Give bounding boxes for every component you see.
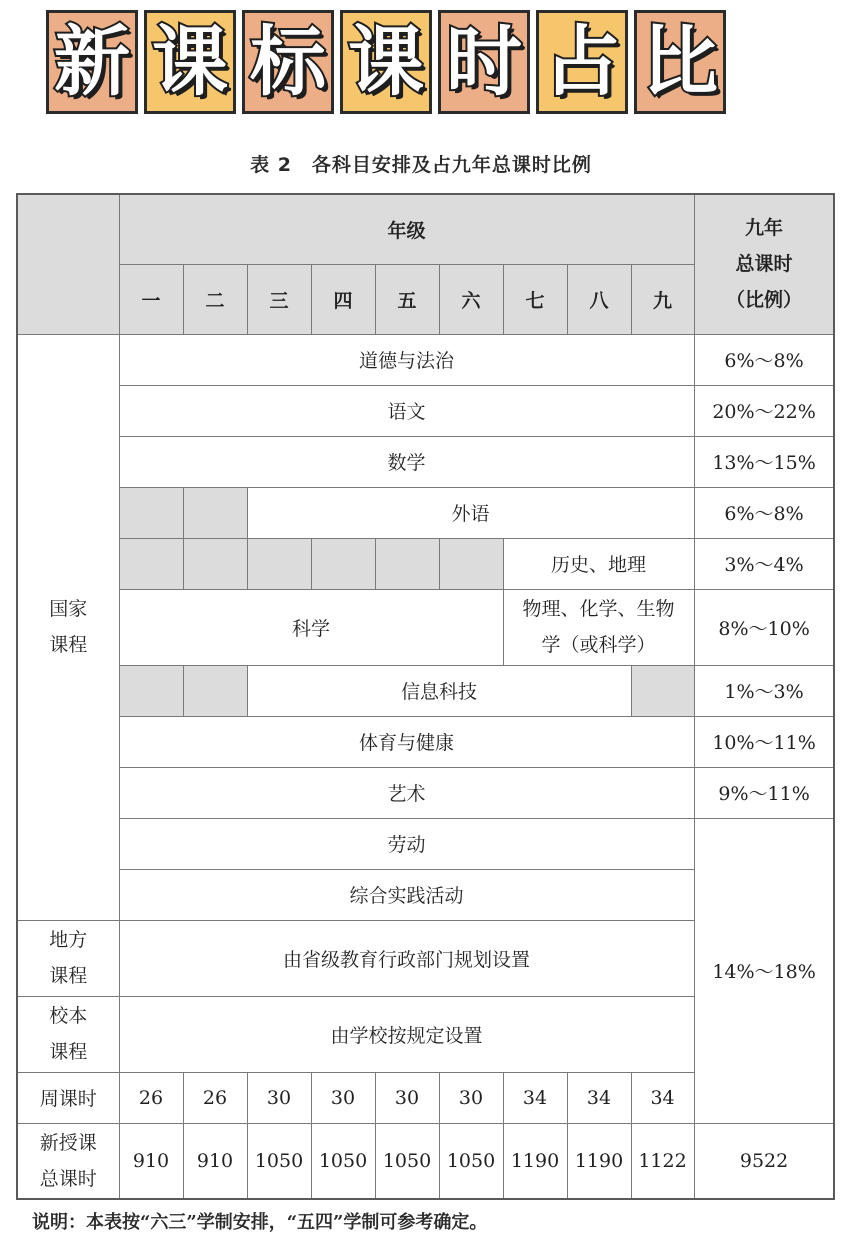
new-total-cell: 1122 xyxy=(631,1123,694,1199)
grade-header: 年级 xyxy=(119,194,694,264)
banner-tile xyxy=(634,10,726,114)
new-total-label xyxy=(17,1123,119,1199)
ratio-history-geography: 3%～4% xyxy=(694,538,834,589)
empty-cell xyxy=(119,487,183,538)
table-caption: 表 2 各科目安排及占九年总课时比例 xyxy=(250,154,592,176)
banner-tile xyxy=(144,10,236,114)
weekly-hours-label: 周课时 xyxy=(17,1072,119,1123)
new-total-cell: 910 xyxy=(119,1123,183,1199)
subject-morality: 道德与法治 xyxy=(119,334,694,385)
total-header-line1: 九年 xyxy=(745,217,784,240)
local-course-text: 由省级教育行政部门规划设置 xyxy=(119,920,694,996)
empty-cell xyxy=(183,538,247,589)
new-total-cell: 1050 xyxy=(311,1123,375,1199)
new-total-cell: 910 xyxy=(183,1123,247,1199)
weekly-hours-cell: 30 xyxy=(311,1072,375,1123)
subject-chinese: 语文 xyxy=(119,385,694,436)
new-total-cell: 1190 xyxy=(567,1123,631,1199)
subject-it: 信息科技 xyxy=(247,665,631,716)
national-label-line1: 国家 xyxy=(49,598,88,620)
subject-science-secondary xyxy=(503,589,694,665)
ratio-chinese: 20%～22% xyxy=(694,385,834,436)
empty-cell xyxy=(247,538,311,589)
ratio-science: 8%～10% xyxy=(694,589,834,665)
title-banner xyxy=(46,10,726,114)
new-total-sum: 9522 xyxy=(694,1123,834,1199)
banner-tile xyxy=(340,10,432,114)
banner-tile xyxy=(536,10,628,114)
grade-cell: 七 xyxy=(503,264,567,334)
banner-char: 课 xyxy=(152,17,228,106)
new-total-cell: 1050 xyxy=(247,1123,311,1199)
new-total-cell: 1190 xyxy=(503,1123,567,1199)
grade-cell: 三 xyxy=(247,264,311,334)
empty-cell xyxy=(631,665,694,716)
local-course-label xyxy=(17,920,119,996)
weekly-hours-cell: 26 xyxy=(183,1072,247,1123)
banner-char: 新 xyxy=(54,17,130,106)
weekly-hours-cell: 34 xyxy=(567,1072,631,1123)
subject-practice: 综合实践活动 xyxy=(119,869,694,920)
weekly-hours-cell: 26 xyxy=(119,1072,183,1123)
subject-science-primary: 科学 xyxy=(119,589,503,665)
subject-labor: 劳动 xyxy=(119,818,694,869)
local-label-line2: 课程 xyxy=(49,965,88,987)
empty-cell xyxy=(439,538,503,589)
total-header-line3: （比例） xyxy=(726,289,803,312)
footnote: 说明：本表按“六三”学制安排，“五四”学制可参考确定。 xyxy=(32,1212,488,1233)
banner-tile xyxy=(438,10,530,114)
new-total-cell: 1050 xyxy=(375,1123,439,1199)
new-total-label-line2: 总课时 xyxy=(39,1167,97,1190)
grade-cell: 八 xyxy=(567,264,631,334)
school-course-label xyxy=(17,996,119,1072)
banner-char: 时 xyxy=(446,17,522,106)
banner-char: 比 xyxy=(642,17,718,106)
total-header-line2: 总课时 xyxy=(735,253,793,276)
school-label-line1: 校本 xyxy=(49,1005,88,1027)
weekly-hours-cell: 30 xyxy=(247,1072,311,1123)
weekly-hours-cell: 34 xyxy=(503,1072,567,1123)
banner-tile xyxy=(242,10,334,114)
curriculum-table xyxy=(16,193,835,1200)
national-label-line2: 课程 xyxy=(49,634,88,656)
new-total-label-line1: 新授课 xyxy=(39,1131,97,1154)
empty-cell xyxy=(183,665,247,716)
grade-cell: 二 xyxy=(183,264,247,334)
ratio-pe: 10%～11% xyxy=(694,716,834,767)
subject-history-geography: 历史、地理 xyxy=(503,538,694,589)
ratio-it: 1%～3% xyxy=(694,665,834,716)
school-course-text: 由学校按规定设置 xyxy=(119,996,694,1072)
weekly-hours-cell: 30 xyxy=(375,1072,439,1123)
banner-tile xyxy=(46,10,138,114)
subject-pe: 体育与健康 xyxy=(119,716,694,767)
science-secondary-line2: 学（或科学） xyxy=(541,634,656,656)
empty-cell xyxy=(375,538,439,589)
empty-cell xyxy=(119,538,183,589)
subject-arts: 艺术 xyxy=(119,767,694,818)
grade-cell: 四 xyxy=(311,264,375,334)
banner-char: 课 xyxy=(348,17,424,106)
empty-cell xyxy=(311,538,375,589)
empty-cell xyxy=(183,487,247,538)
subject-foreign-language: 外语 xyxy=(247,487,694,538)
ratio-shared: 14%～18% xyxy=(694,818,834,1123)
local-label-line1: 地方 xyxy=(49,929,88,951)
subject-math: 数学 xyxy=(119,436,694,487)
national-course-label xyxy=(17,334,119,920)
total-header xyxy=(694,194,834,334)
empty-cell xyxy=(119,665,183,716)
ratio-foreign-language: 6%～8% xyxy=(694,487,834,538)
banner-char: 标 xyxy=(250,17,326,106)
banner-char: 占 xyxy=(544,17,620,106)
weekly-hours-cell: 30 xyxy=(439,1072,503,1123)
grade-cell: 九 xyxy=(631,264,694,334)
corner-header-cell xyxy=(17,194,119,334)
grade-cell: 五 xyxy=(375,264,439,334)
ratio-morality: 6%～8% xyxy=(694,334,834,385)
ratio-arts: 9%～11% xyxy=(694,767,834,818)
new-total-cell: 1050 xyxy=(439,1123,503,1199)
science-secondary-line1: 物理、化学、生物 xyxy=(522,598,675,620)
grade-cell: 六 xyxy=(439,264,503,334)
ratio-math: 13%～15% xyxy=(694,436,834,487)
grade-cell: 一 xyxy=(119,264,183,334)
weekly-hours-cell: 34 xyxy=(631,1072,694,1123)
school-label-line2: 课程 xyxy=(49,1041,88,1063)
